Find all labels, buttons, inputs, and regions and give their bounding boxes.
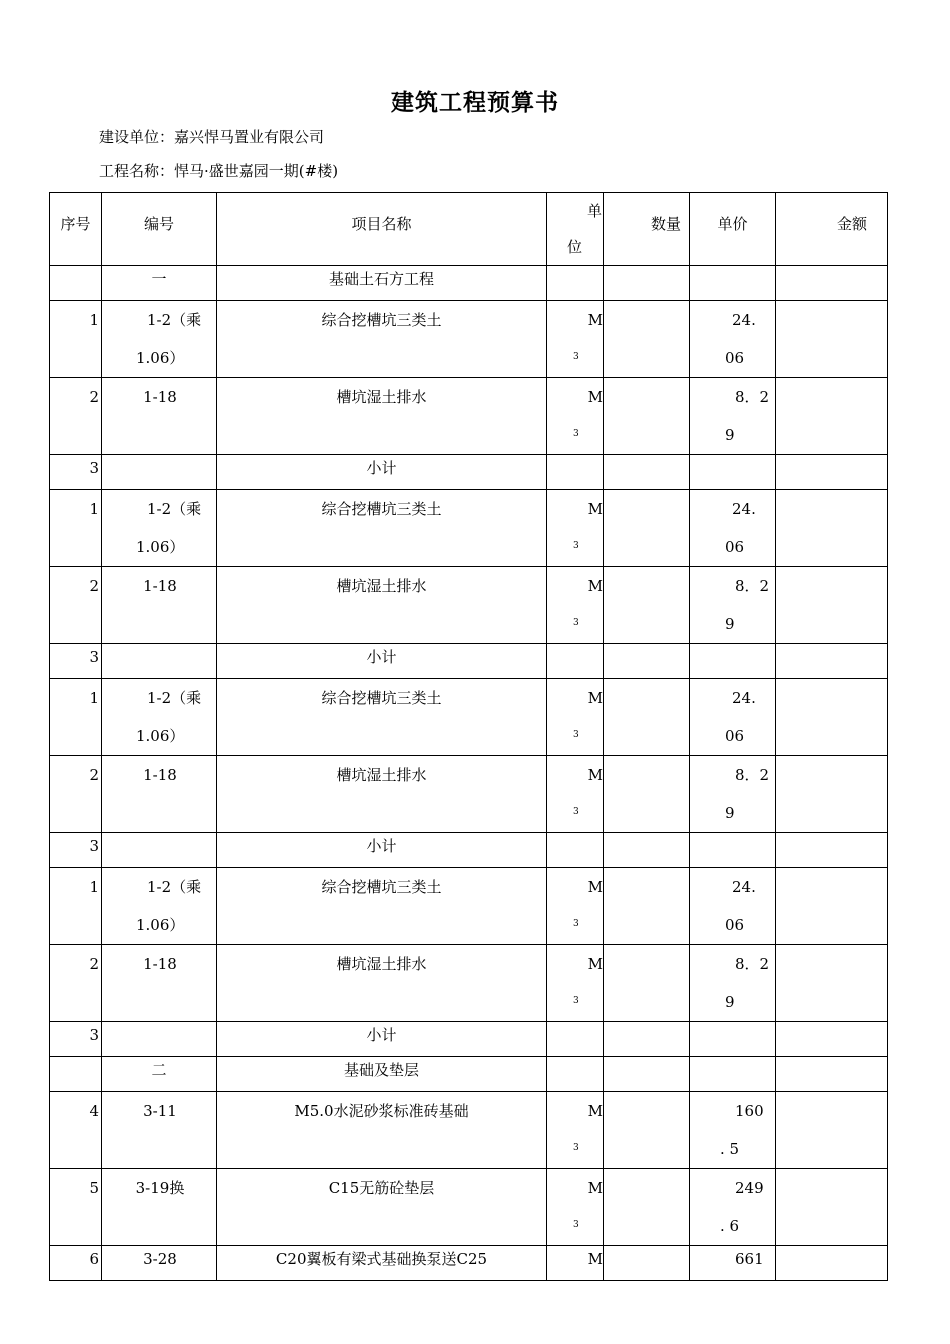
table-row: [50, 301, 888, 378]
row-name: 槽坑湿土排水: [217, 945, 547, 1022]
row-price: [690, 301, 776, 378]
row-name: 槽坑湿土排水: [217, 378, 547, 455]
row-price-line2: 9: [725, 615, 735, 633]
row-qty: [604, 567, 690, 644]
row-code: [102, 567, 217, 644]
row-name: C20翼板有梁式基础换泵送C25: [217, 1246, 547, 1281]
header-unit-line1: 单: [586, 202, 602, 220]
row-unit-superscript: 3: [573, 996, 579, 1006]
row-unit-line1: M: [587, 1250, 603, 1268]
row-unit: [547, 490, 604, 567]
row-unit-line1: M: [587, 500, 603, 518]
row-price-line2: . 6: [720, 1217, 740, 1235]
table-row: [50, 679, 888, 756]
row-seq: 1: [50, 679, 102, 756]
row-code: [102, 301, 217, 378]
subtotal-row: [50, 644, 888, 679]
row-unit-line1: M: [587, 577, 603, 595]
header-seq: 序号: [50, 193, 102, 266]
table-row: [50, 945, 888, 1022]
row-qty: [604, 1246, 690, 1281]
row-price-line2: 06: [725, 727, 745, 745]
row-amount: [776, 301, 888, 378]
row-qty: [604, 1092, 690, 1169]
row-seq: 5: [50, 1169, 102, 1246]
row-unit-superscript: 3: [573, 1143, 579, 1153]
budget-table: [49, 192, 888, 1281]
row-seq: 1: [50, 868, 102, 945]
header-unit: [547, 193, 604, 266]
row-qty: [604, 868, 690, 945]
row-code: [102, 1169, 217, 1246]
row-code-text: 1-18: [143, 577, 177, 595]
row-seq: 1: [50, 301, 102, 378]
row-unit-line1: M: [587, 766, 603, 784]
row-unit-superscript: 3: [573, 807, 579, 817]
row-code-line2: 1.06）: [136, 538, 185, 556]
row-amount: [776, 679, 888, 756]
row-price: [690, 868, 776, 945]
row-seq: 3: [50, 833, 102, 868]
row-unit: [547, 301, 604, 378]
row-price-line2: 06: [725, 538, 745, 556]
row-price-line2: . 5: [720, 1140, 740, 1158]
subtotal-row: [50, 833, 888, 868]
header-name: 项目名称: [217, 193, 547, 266]
row-name: M5.0水泥砂浆标准砖基础: [217, 1092, 547, 1169]
row-price-line1: 24.: [732, 311, 756, 329]
table-row: [50, 1092, 888, 1169]
row-code-text: 1-18: [143, 955, 177, 973]
row-code: [102, 490, 217, 567]
header-code: 编号: [102, 193, 217, 266]
row-name: 综合挖槽坑三类土: [217, 679, 547, 756]
row-unit-superscript: 3: [573, 730, 579, 740]
row-amount: [776, 1169, 888, 1246]
row-name: 综合挖槽坑三类土: [217, 490, 547, 567]
row-code: [102, 868, 217, 945]
row-amount: [776, 378, 888, 455]
section-code: 二: [102, 1057, 217, 1092]
row-unit-line1: M: [587, 955, 603, 973]
row-seq: 2: [50, 945, 102, 1022]
table-row: [50, 1169, 888, 1246]
row-price-line1: 24.: [732, 689, 756, 707]
row-unit: [547, 945, 604, 1022]
row-code-text: 1-18: [143, 388, 177, 406]
row-amount: [776, 490, 888, 567]
header-amount: 金额: [776, 193, 888, 266]
row-price-line2: 06: [725, 916, 745, 934]
row-seq: 6: [50, 1246, 102, 1281]
header-unit-line2: 位: [567, 238, 583, 256]
subtotal-row: [50, 1022, 888, 1057]
project-line: 工程名称：悍马·盛世嘉园一期(#楼): [99, 162, 339, 180]
section-code: 一: [102, 266, 217, 301]
row-price-line1: 8．2: [735, 766, 770, 784]
subtotal-label: 小计: [217, 455, 547, 490]
row-price-line1: 8．2: [735, 955, 770, 973]
row-price: [690, 945, 776, 1022]
row-name: 综合挖槽坑三类土: [217, 868, 547, 945]
row-unit: [547, 868, 604, 945]
row-unit: [547, 1169, 604, 1246]
builder-line: 建设单位：嘉兴悍马置业有限公司: [99, 128, 325, 146]
row-name: 槽坑湿土排水: [217, 567, 547, 644]
row-price-line2: 9: [725, 426, 735, 444]
row-seq: 2: [50, 567, 102, 644]
row-qty: [604, 945, 690, 1022]
row-price-line1: 661: [735, 1250, 764, 1268]
table-row: [50, 567, 888, 644]
row-price-line2: 06: [725, 349, 745, 367]
subtotal-row: [50, 455, 888, 490]
row-price: [690, 1246, 776, 1281]
row-unit-superscript: 3: [573, 1220, 579, 1230]
row-price: [690, 378, 776, 455]
row-unit-line1: M: [587, 878, 603, 896]
row-unit: [547, 1246, 604, 1281]
table-row: [50, 868, 888, 945]
row-seq: 3: [50, 644, 102, 679]
row-code: [102, 756, 217, 833]
row-code-line2: 1.06）: [136, 349, 185, 367]
row-unit-line1: M: [587, 689, 603, 707]
row-unit-superscript: 3: [573, 429, 579, 439]
row-price: [690, 679, 776, 756]
row-unit-superscript: 3: [573, 919, 579, 929]
row-unit-line1: M: [587, 311, 603, 329]
row-code-text: 3-19换: [135, 1179, 185, 1197]
section-row: [50, 266, 888, 301]
row-unit: [547, 378, 604, 455]
subtotal-label: 小计: [217, 1022, 547, 1057]
row-seq: 3: [50, 455, 102, 490]
row-code-text: 1-18: [143, 766, 177, 784]
section-row: [50, 1057, 888, 1092]
row-code: [102, 378, 217, 455]
table-row: [50, 756, 888, 833]
row-code-line1: 1-2（乘: [147, 311, 202, 329]
table-header-row: [50, 193, 888, 266]
row-unit: [547, 567, 604, 644]
row-price: [690, 490, 776, 567]
row-qty: [604, 301, 690, 378]
row-code: [102, 1092, 217, 1169]
row-amount: [776, 868, 888, 945]
row-amount: [776, 1092, 888, 1169]
row-qty: [604, 490, 690, 567]
header-price: 单价: [690, 193, 776, 266]
row-amount: [776, 756, 888, 833]
row-unit: [547, 679, 604, 756]
row-code-line2: 1.06）: [136, 727, 185, 745]
row-code-line2: 1.06）: [136, 916, 185, 934]
row-name: 综合挖槽坑三类土: [217, 301, 547, 378]
row-price-line1: 24.: [732, 500, 756, 518]
row-code-line1: 1-2（乘: [147, 878, 202, 896]
row-seq: 3: [50, 1022, 102, 1057]
subtotal-label: 小计: [217, 644, 547, 679]
section-name: 基础土石方工程: [217, 266, 547, 301]
row-price-line1: 160: [735, 1102, 764, 1120]
row-qty: [604, 378, 690, 455]
row-unit-line1: M: [587, 388, 603, 406]
row-unit-superscript: 3: [573, 541, 579, 551]
row-qty: [604, 756, 690, 833]
row-seq: 2: [50, 378, 102, 455]
row-qty: [604, 679, 690, 756]
row-amount: [776, 1246, 888, 1281]
header-qty: 数量: [604, 193, 690, 266]
row-seq: 2: [50, 756, 102, 833]
row-price-line1: 24.: [732, 878, 756, 896]
row-code: [102, 945, 217, 1022]
row-unit-line1: M: [587, 1179, 603, 1197]
row-name: C15无筋砼垫层: [217, 1169, 547, 1246]
row-code: [102, 1246, 217, 1281]
row-price-line2: 9: [725, 804, 735, 822]
row-price-line1: 8．2: [735, 577, 770, 595]
row-price: [690, 567, 776, 644]
table-row: [50, 490, 888, 567]
row-price-line1: 249: [735, 1179, 764, 1197]
table-row: [50, 378, 888, 455]
table-row: [50, 1246, 888, 1281]
row-name: 槽坑湿土排水: [217, 756, 547, 833]
row-code-line1: 1-2（乘: [147, 689, 202, 707]
row-price-line1: 8．2: [735, 388, 770, 406]
row-unit-superscript: 3: [573, 618, 579, 628]
row-code-line1: 1-2（乘: [147, 500, 202, 518]
row-seq: 4: [50, 1092, 102, 1169]
subtotal-label: 小计: [217, 833, 547, 868]
row-unit: [547, 1092, 604, 1169]
section-name: 基础及垫层: [217, 1057, 547, 1092]
row-amount: [776, 567, 888, 644]
row-code-text: 3-28: [143, 1250, 177, 1268]
row-price: [690, 1169, 776, 1246]
row-qty: [604, 1169, 690, 1246]
row-price: [690, 1092, 776, 1169]
row-unit-line1: M: [587, 1102, 603, 1120]
row-unit-superscript: 3: [573, 352, 579, 362]
row-code-text: 3-11: [143, 1102, 177, 1120]
document-title: 建筑工程预算书: [391, 89, 559, 116]
row-price-line2: 9: [725, 993, 735, 1011]
row-unit: [547, 756, 604, 833]
row-seq: 1: [50, 490, 102, 567]
row-amount: [776, 945, 888, 1022]
row-code: [102, 679, 217, 756]
row-price: [690, 756, 776, 833]
